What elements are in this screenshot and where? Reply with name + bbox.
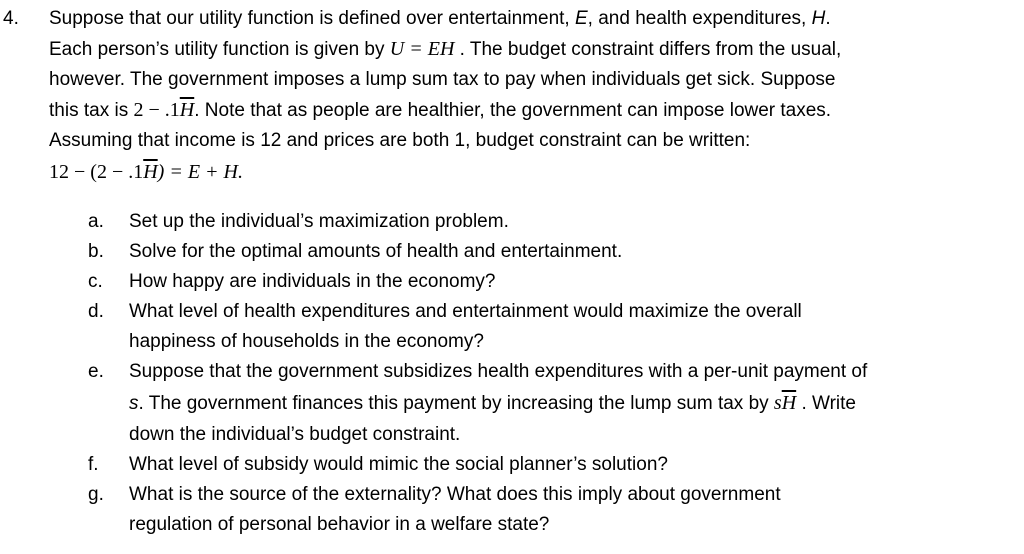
intro-line-5: Assuming that income is 12 and prices are both 1, budget constraint can be written:: [49, 130, 751, 151]
question-parts-list: [88, 207, 1018, 540]
part-text: Solve for the optimal amounts of health and entertainment.: [129, 241, 623, 262]
part-letter: c.: [88, 271, 103, 292]
intro-text: , and health expenditures,: [587, 8, 812, 29]
part-text: happiness of households in the economy?: [129, 331, 484, 352]
intro-text: . The budget constraint differs from the usual,: [454, 39, 842, 60]
h-bar: $\overline{H}$: [179, 99, 195, 121]
list-item: [88, 207, 1018, 237]
part-text: What level of health expenditures and entertainment would maximize the overall: [129, 301, 802, 322]
intro-text: Each person’s utility function is given by: [49, 39, 390, 60]
part-letter: b.: [88, 241, 104, 262]
part-text-segment: . The government finances this payment by increasing the lump sum tax by: [138, 393, 774, 414]
intro-text: Suppose that our utility function is defined over entertainment,: [49, 8, 575, 29]
h-bar: $\overline{H}$: [781, 392, 797, 414]
intro-line-3: however. The government imposes a lump sum tax to pay when individuals get sick. Suppose: [49, 69, 836, 90]
var-e: E: [574, 8, 588, 29]
part-text: [129, 387, 867, 420]
part-letter: e.: [88, 361, 104, 382]
intro-line-1: [49, 4, 1019, 34]
var-s: s: [129, 393, 139, 414]
list-item: [88, 237, 1018, 267]
part-text: Suppose that the government subsidizes health expenditures with a per-unit payment of: [129, 361, 868, 382]
part-text: down the individual’s budget constraint.: [129, 424, 461, 445]
list-item: [88, 297, 1018, 357]
intro-line-4: [49, 95, 1019, 126]
part-text: regulation of personal behavior in a welfare state?: [129, 514, 550, 535]
part-text: What is the source of the externality? What does this imply about government: [129, 484, 781, 505]
part-letter: g.: [88, 484, 104, 505]
var-h: H: [811, 8, 826, 29]
part-text: Set up the individual’s maximization problem.: [129, 211, 509, 232]
question-intro: [49, 4, 1019, 187]
intro-text: . Note that as people are healthier, the government can impose lower taxes.: [194, 100, 832, 121]
list-item: [88, 480, 1018, 540]
subsidy-s: s: [773, 392, 782, 414]
intro-text: .: [825, 8, 831, 29]
question-number: 4.: [3, 8, 19, 29]
equation-suffix: ) = E + H.: [157, 161, 243, 183]
equation-prefix: 12 − (2 − .1: [49, 161, 144, 183]
tax-formula-prefix: 2 − .1: [133, 99, 180, 121]
part-letter: f.: [88, 454, 99, 475]
list-item: [88, 450, 1018, 480]
tax-formula: [133, 99, 194, 121]
utility-formula: U = EH: [389, 38, 455, 60]
intro-text: this tax is: [49, 100, 134, 121]
part-text-segment: . Write: [796, 393, 856, 414]
list-item: [88, 357, 1018, 450]
subsidy-tax-formula: [774, 392, 796, 414]
intro-line-2: [49, 34, 1019, 65]
part-text: What level of subsidy would mimic the social planner’s solution?: [129, 454, 668, 475]
list-item: [88, 267, 1018, 297]
h-bar: $\overline{H}$: [143, 161, 158, 183]
budget-constraint-equation: [49, 157, 1019, 187]
part-letter: a.: [88, 211, 104, 232]
part-letter: d.: [88, 301, 104, 322]
part-text: How happy are individuals in the economy?: [129, 271, 496, 292]
